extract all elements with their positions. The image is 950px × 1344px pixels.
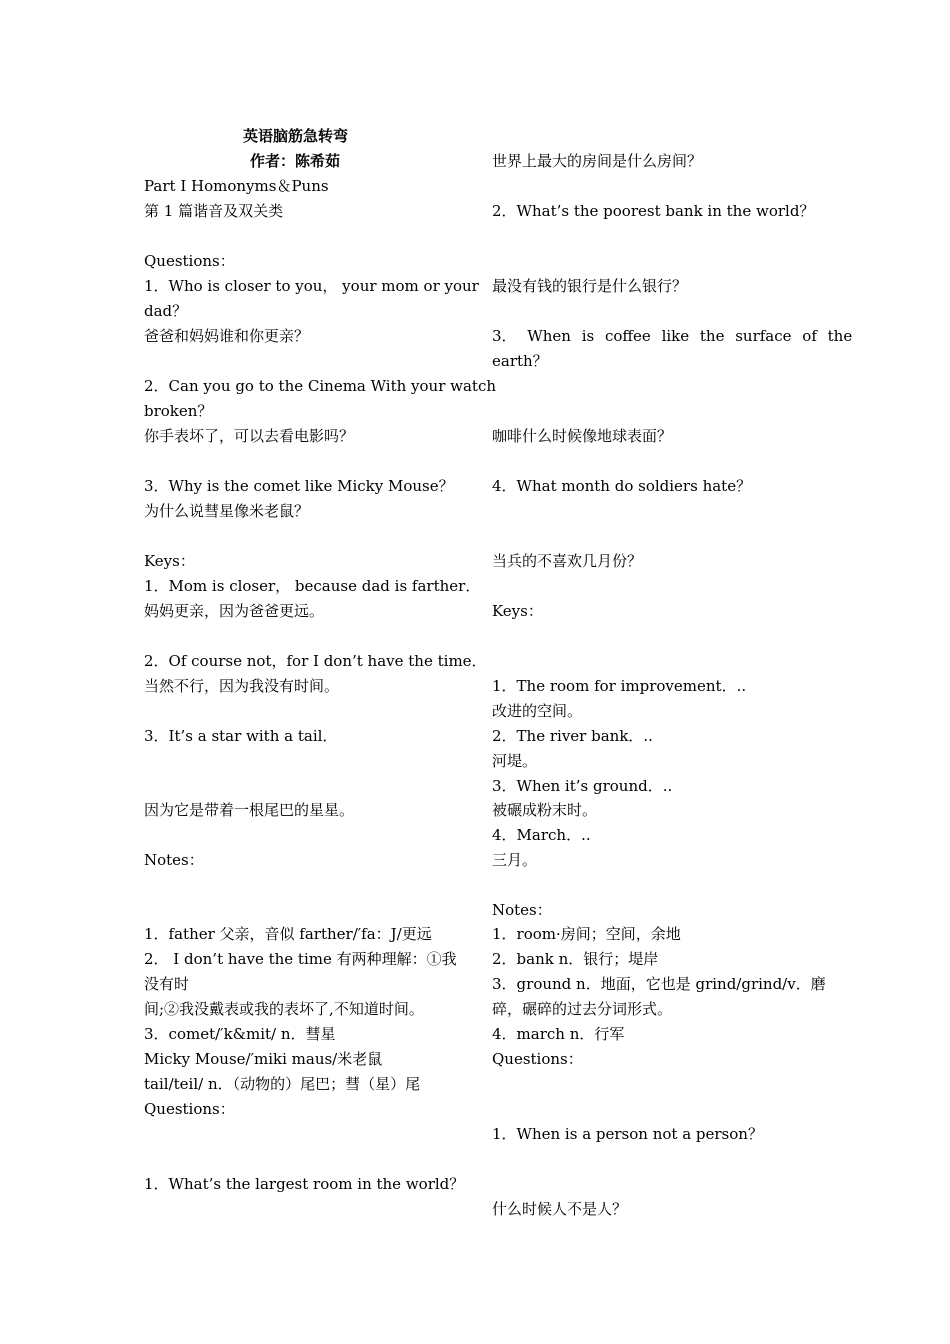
key-text: 3．When it’s ground．.. [492, 777, 673, 795]
part-heading: Part I Homonyms＆Puns [144, 177, 329, 195]
question-translation: 为什么说彗星像米老鼠？ [144, 502, 310, 520]
key-translation: 被碾成粉末时。 [492, 801, 598, 819]
question-text: 3．Why is the comet like Micky Mouse？ [144, 477, 454, 495]
note-text: 碎，碾碎的过去分词形式。 [492, 1000, 673, 1018]
key-text: 1．Mom is closer， because dad is farther． [144, 577, 481, 595]
key-translation: 河堤。 [492, 752, 538, 770]
questions-label: Questions： [492, 1050, 583, 1068]
note-text: 1．father 父亲，音似 farther/′fa：J/更远 [144, 925, 432, 943]
key-text: 4．March．.. [492, 826, 591, 844]
question-translation: 咖啡什么时候像地球表面？ [492, 427, 673, 445]
note-text: 没有时 [144, 975, 190, 993]
notes-label: Notes： [144, 851, 204, 869]
question-text: 3． When is coffee like the surface of the [492, 327, 853, 345]
note-text: 间;②我没戴表或我的表坏了,不知道时间。 [144, 1000, 424, 1018]
questions-label: Questions： [144, 252, 235, 270]
key-translation: 改进的空间。 [492, 702, 583, 720]
document-author: 作者：陈希茹 [250, 152, 341, 170]
key-text: 2．Of course not，for I don’t have the time． [144, 652, 487, 670]
key-translation: 因为它是带着一根尾巴的星星。 [144, 801, 355, 819]
key-translation: 三月。 [492, 851, 538, 869]
question-translation: 你手表坏了，可以去看电影吗？ [144, 427, 355, 445]
question-text: 4．What month do soldiers hate？ [492, 477, 752, 495]
question-text: earth？ [492, 352, 548, 370]
document-title: 英语脑筋急转弯 [243, 127, 349, 145]
note-text: 2．bank n．银行；堤岸 [492, 950, 659, 968]
keys-label: Keys： [492, 602, 543, 620]
note-text: Micky Mouse/′miki maus/米老鼠 [144, 1050, 383, 1068]
question-text: 2．What’s the poorest bank in the world？ [492, 202, 815, 220]
question-translation: 当兵的不喜欢几月份？ [492, 552, 643, 570]
questions-label: Questions： [144, 1100, 235, 1118]
notes-label: Notes： [492, 901, 552, 919]
keys-label: Keys： [144, 552, 195, 570]
note-text: 2． I don’t have the time 有两种理解：①我 [144, 950, 457, 968]
key-translation: 当然不行，因为我没有时间。 [144, 677, 340, 695]
key-text: 2．The river bank．.. [492, 727, 653, 745]
note-text: 3．comet/′k&mit/ n．彗星 [144, 1025, 336, 1043]
key-text: 1．The room for improvement．.. [492, 677, 747, 695]
note-text: tail/teil/ n．（动物的）尾巴；彗（星）尾 [144, 1075, 421, 1093]
question-text: broken？ [144, 402, 213, 420]
section-heading: 第 1 篇谐音及双关类 [144, 202, 284, 220]
key-text: 3．It’s a star with a tail． [144, 727, 338, 745]
question-translation: 最没有钱的银行是什么银行？ [492, 277, 688, 295]
question-text: 1．Who is closer to you， your mom or your [144, 277, 479, 295]
question-text: 1．When is a person not a person？ [492, 1125, 763, 1143]
note-text: 1．room·房间；空间，余地 [492, 925, 681, 943]
question-translation: 世界上最大的房间是什么房间？ [492, 152, 703, 170]
note-text: 4．march n．行军 [492, 1025, 625, 1043]
key-translation: 妈妈更亲，因为爸爸更远。 [144, 602, 325, 620]
question-translation: 什么时候人不是人？ [492, 1200, 628, 1218]
question-translation: 爸爸和妈妈谁和你更亲？ [144, 327, 310, 345]
note-text: 3．ground n．地面，它也是 grind/grind/v．磨 [492, 975, 826, 993]
question-text: 1．What’s the largest room in the world？ [144, 1175, 465, 1193]
question-text: 2．Can you go to the Cinema With your watch [144, 377, 497, 395]
question-text: dad？ [144, 302, 188, 320]
